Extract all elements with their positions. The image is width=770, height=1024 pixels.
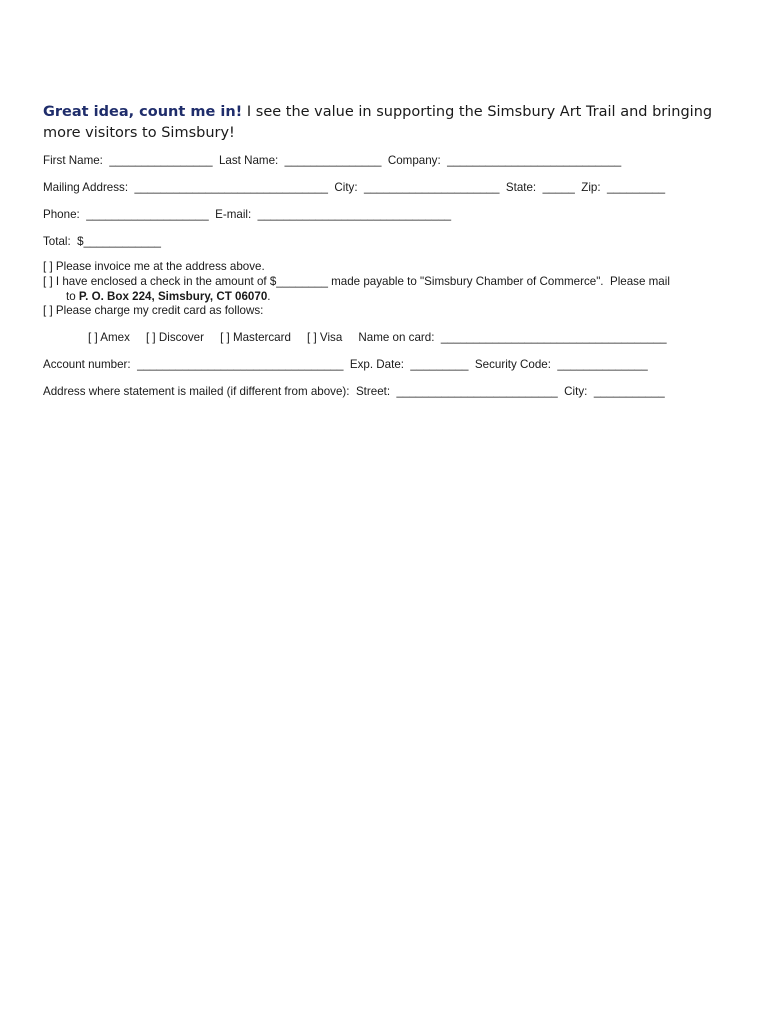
invoice-option: [ ] Please invoice me at the address above.: [43, 260, 265, 273]
account-number-line: Account number: ________________________________ Exp. Date: _________ Security Code: ______________: [43, 358, 648, 371]
card-type-line: [ ] Amex [ ] Discover [ ] Mastercard [ ] Visa Name on card: ___________________________________: [88, 331, 667, 344]
mail-to-line: [66, 290, 271, 304]
statement-address-line: Address where statement is mailed (if different from above): Street: _________________________ City: ___________: [43, 385, 665, 398]
charge-card-option: [ ] Please charge my credit card as follows:: [43, 304, 264, 317]
mail-to-prefix: to: [66, 290, 79, 303]
intro-paragraph: [43, 102, 733, 144]
phone-email-line: Phone: ___________________ E-mail: ______________________________: [43, 208, 452, 221]
check-option: [ ] I have enclosed a check in the amount of $________ made payable to "Simsbury Chamber of Commerce". Please mail: [43, 275, 670, 288]
total-line: Total: $____________: [43, 235, 161, 248]
name-company-line: First Name: ________________ Last Name: _______________ Company: ___________________________: [43, 154, 622, 167]
intro-text: I see the value in supporting the Simsbury Art Trail and bringing more visitors to Simsbury!: [43, 104, 713, 141]
mail-to-address: P. O. Box 224, Simsbury, CT 06070: [78, 290, 268, 303]
mailing-address-line: Mailing Address: ______________________________ City: _____________________ State: _____ Zip: _________: [43, 181, 666, 194]
intro-lead: Great idea, count me in!: [43, 104, 243, 120]
mail-to-suffix: .: [267, 290, 271, 303]
